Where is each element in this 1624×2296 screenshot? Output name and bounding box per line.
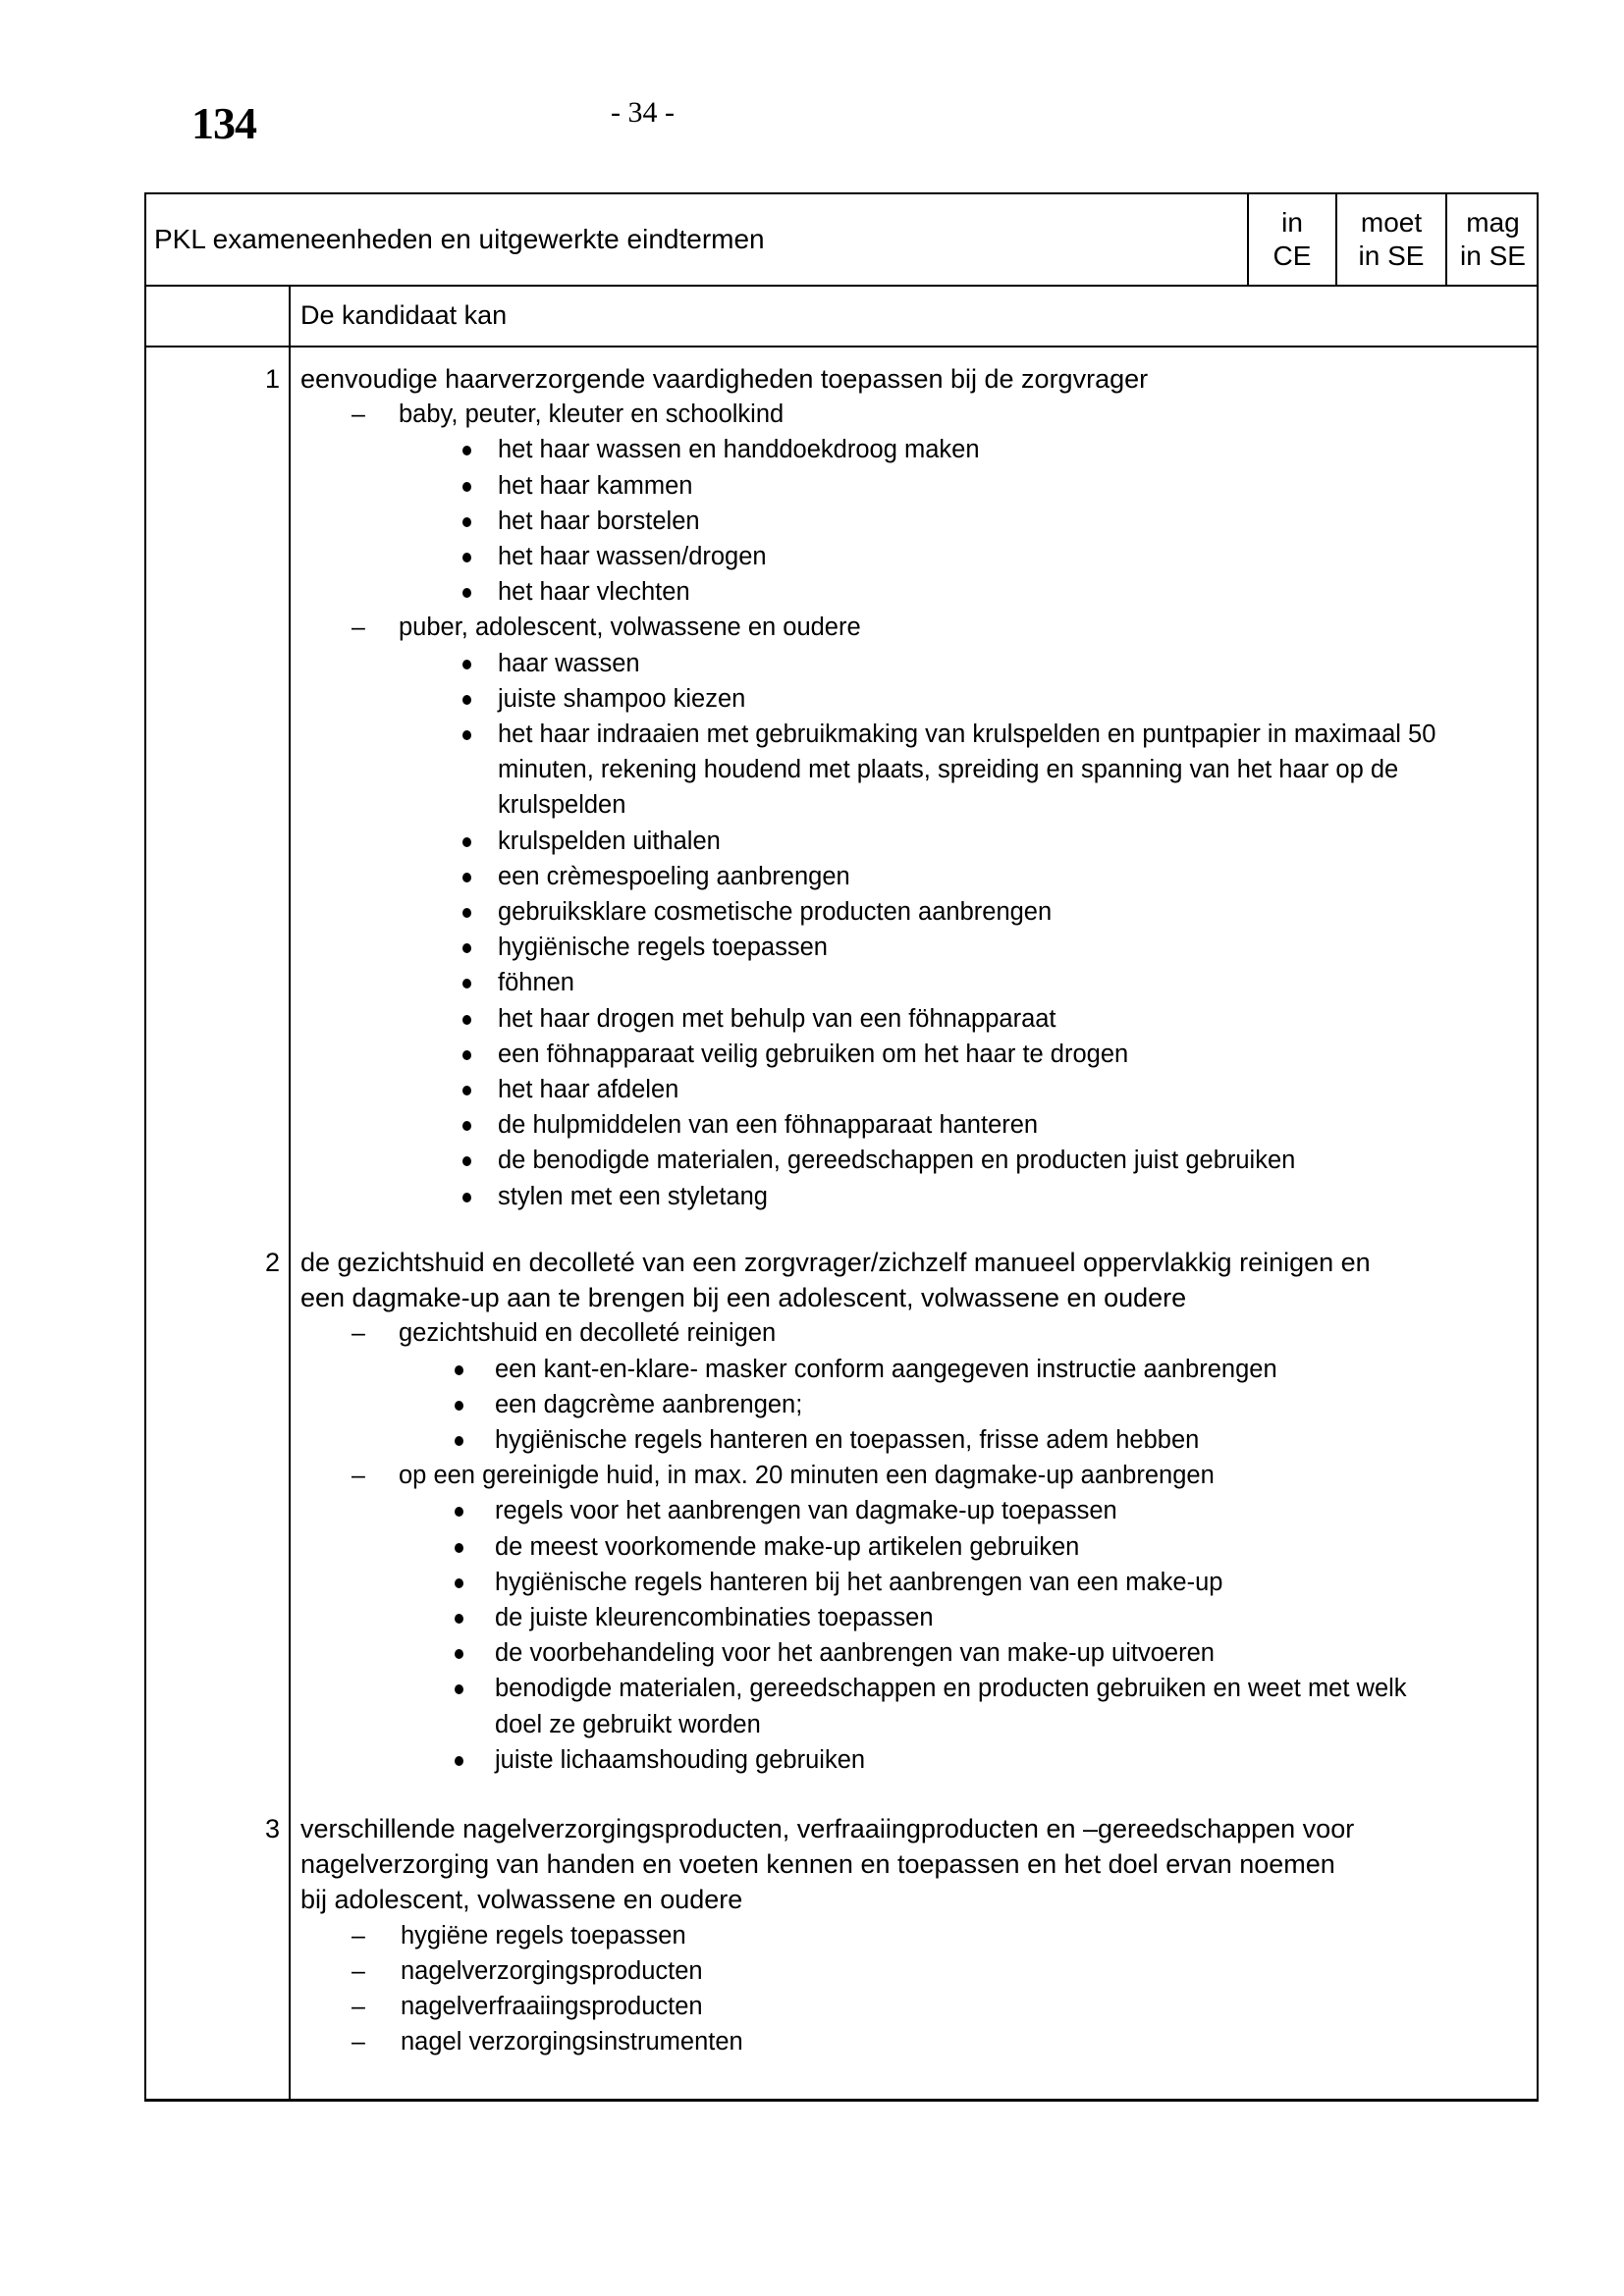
- column-header-line: in SE: [1358, 240, 1425, 271]
- bullet-dot-icon: [462, 1086, 471, 1095]
- bullet-dot-icon: [462, 695, 471, 705]
- dash-bullet-icon: –: [352, 1462, 365, 1490]
- bullet-dot-icon: [462, 588, 471, 598]
- dash-bullet-icon: –: [352, 1993, 365, 2020]
- bullet-dot-icon: [462, 1015, 471, 1025]
- bullet-dot-icon: [462, 873, 471, 882]
- group-label: baby, peuter, kleuter en schoolkind: [399, 400, 785, 429]
- group-label: nagel verzorgingsinstrumenten: [401, 2028, 743, 2056]
- list-item-line: het haar borstelen: [498, 507, 700, 535]
- list-item-line: de meest voorkomende make-up artikelen gebruiken: [495, 1532, 1080, 1561]
- exam-units-table: [144, 192, 1539, 2102]
- list-item-line: een kant-en-klare- masker conform aangegeven instructie aanbrengen: [495, 1355, 1277, 1383]
- column-header-moet-in-se: [1335, 194, 1445, 285]
- bullet-dot-icon: [462, 979, 471, 988]
- group-label: hygiëne regels toepassen: [401, 1921, 686, 1949]
- bullet-dot-icon: [455, 1649, 463, 1659]
- column-header-mag-in-se: [1445, 194, 1539, 285]
- bullet-dot-icon: [462, 517, 471, 527]
- column-header-line: in SE: [1460, 240, 1526, 271]
- bullet-dot-icon: [462, 446, 471, 455]
- section-title-line: verschillende nagelverzorgingsproducten, verfraaiingproducten en –gereedschappen voor: [300, 1814, 1355, 1843]
- page-sub-number: - 34 -: [611, 96, 675, 129]
- column-header-line: moet: [1360, 207, 1423, 238]
- section-title-line: nagelverzorging van handen en voeten kennen en toepassen en het doel ervan noemen: [300, 1849, 1335, 1880]
- bullet-dot-icon: [455, 1578, 463, 1588]
- table-header-row: [146, 194, 1537, 287]
- dash-bullet-icon: –: [352, 400, 365, 429]
- list-item-line: het haar drogen met behulp van een föhnapparaat: [498, 1004, 1056, 1033]
- section-number: 3: [264, 1814, 280, 1843]
- bullet-dot-icon: [462, 1193, 471, 1202]
- section-number: 2: [264, 1248, 280, 1277]
- bullet-dot-icon: [462, 943, 471, 953]
- section-title-line: de gezichtshuid en decolleté van een zorgvrager/zichzelf manueel oppervlakkig reinigen en: [300, 1248, 1371, 1277]
- intro-row: [146, 286, 1537, 347]
- list-item-line: juiste shampoo kiezen: [498, 684, 746, 713]
- list-item-line: krulspelden: [498, 791, 626, 820]
- bullet-dot-icon: [455, 1543, 463, 1553]
- list-item-line: krulspelden uithalen: [498, 827, 721, 855]
- list-item-line: hygiënische regels toepassen: [498, 934, 828, 962]
- bullet-dot-icon: [455, 1436, 463, 1446]
- group-label: nagelverzorgingsproducten: [401, 1956, 703, 1985]
- dash-bullet-icon: –: [352, 1319, 365, 1348]
- list-item-line: het haar vlechten: [498, 578, 690, 607]
- page-number: 134: [191, 98, 256, 148]
- list-item-line: de hulpmiddelen van een föhnapparaat hanteren: [498, 1111, 1039, 1140]
- list-item-line: haar wassen: [498, 649, 640, 677]
- list-item-line: het haar kammen: [498, 471, 693, 500]
- list-item-line: doel ze gebruikt worden: [495, 1710, 761, 1738]
- dash-bullet-icon: –: [352, 614, 365, 642]
- list-item-line: regels voor het aanbrengen van dagmake-up toepassen: [495, 1497, 1117, 1525]
- list-item-line: hygiënische regels hanteren bij het aanbrengen van een make-up: [495, 1568, 1223, 1596]
- column-header-line: mag: [1466, 207, 1520, 238]
- list-item-line: gebruiksklare cosmetische producten aanbrengen: [498, 898, 1053, 926]
- section-title-line: bij adolescent, volwassene en oudere: [300, 1885, 743, 1915]
- list-item-line: de benodigde materialen, gereedschappen en producten juist gebruiken: [498, 1147, 1296, 1175]
- table-header-title: PKL exameneenheden en uitgewerkte eindtermen: [154, 224, 765, 254]
- list-item-line: een crèmespoeling aanbrengen: [498, 862, 850, 890]
- bullet-dot-icon: [462, 908, 471, 918]
- bullet-dot-icon: [455, 1614, 463, 1624]
- number-column-divider: [289, 286, 291, 2099]
- column-header-line: CE: [1272, 240, 1312, 271]
- list-item-line: juiste lichaamshouding gebruiken: [495, 1745, 866, 1774]
- list-item-line: minuten, rekening houdend met plaats, spreiding en spanning van het haar op de: [498, 756, 1399, 784]
- bullet-dot-icon: [462, 482, 471, 492]
- list-item-line: benodigde materialen, gereedschappen en producten gebruiken en weet met welk: [495, 1675, 1407, 1703]
- intro-label: De kandidaat kan: [300, 300, 508, 330]
- section-title-line: een dagmake-up aan te brengen bij een adolescent, volwassene en oudere: [300, 1283, 1187, 1313]
- section-number: 1: [264, 364, 280, 394]
- list-item-line: het haar afdelen: [498, 1076, 679, 1103]
- bullet-dot-icon: [462, 553, 471, 562]
- bullet-dot-icon: [462, 660, 471, 669]
- bullet-dot-icon: [462, 1156, 471, 1166]
- list-item-line: een dagcrème aanbrengen;: [495, 1390, 803, 1418]
- bullet-dot-icon: [455, 1365, 463, 1375]
- list-item-line: de juiste kleurencombinaties toepassen: [495, 1604, 934, 1631]
- list-item-line: hygiënische regels hanteren en toepassen, frisse adem hebben: [495, 1426, 1200, 1454]
- bullet-dot-icon: [455, 1684, 463, 1694]
- list-item-line: het haar wassen/drogen: [498, 543, 767, 570]
- group-label: op een gereinigde huid, in max. 20 minuten een dagmake-up aanbrengen: [399, 1462, 1215, 1490]
- bullet-dot-icon: [462, 837, 471, 847]
- bullet-dot-icon: [462, 1121, 471, 1131]
- dash-bullet-icon: –: [352, 1956, 365, 1985]
- list-item-line: een föhnapparaat veilig gebruiken om het haar te drogen: [498, 1040, 1129, 1068]
- dash-bullet-icon: –: [352, 2028, 365, 2056]
- bullet-dot-icon: [455, 1507, 463, 1517]
- list-item-line: het haar indraaien met gebruikmaking van krulspelden en puntpapier in maximaal 50: [498, 721, 1436, 748]
- column-header-in-ce: [1247, 194, 1335, 285]
- list-item-line: de voorbehandeling voor het aanbrengen van make-up uitvoeren: [495, 1639, 1215, 1668]
- list-item-line: het haar wassen en handdoekdroog maken: [498, 436, 980, 464]
- bullet-dot-icon: [462, 730, 471, 740]
- bullet-dot-icon: [462, 1050, 471, 1060]
- group-label: puber, adolescent, volwassene en oudere: [399, 614, 861, 642]
- group-label: gezichtshuid en decolleté reinigen: [399, 1319, 777, 1348]
- column-header-line: in: [1281, 207, 1303, 238]
- group-label: nagelverfraaiingsproducten: [401, 1993, 703, 2020]
- bullet-dot-icon: [455, 1756, 463, 1766]
- list-item-line: stylen met een styletang: [498, 1182, 768, 1210]
- dash-bullet-icon: –: [352, 1921, 365, 1949]
- bullet-dot-icon: [455, 1401, 463, 1411]
- list-item-line: föhnen: [498, 969, 574, 997]
- section-title-line: eenvoudige haarverzorgende vaardigheden toepassen bij de zorgvrager: [300, 364, 1149, 394]
